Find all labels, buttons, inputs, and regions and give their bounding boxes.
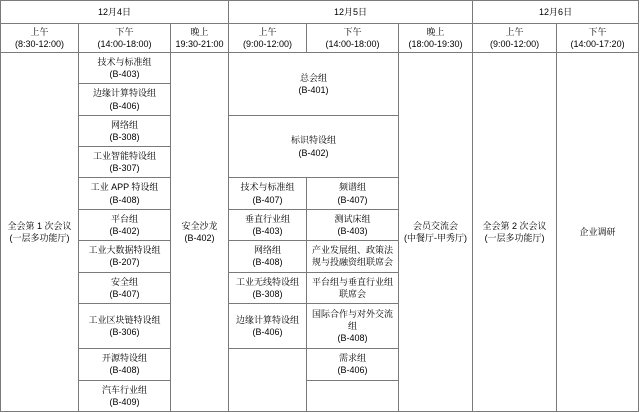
session-title: 企业调研 <box>579 226 616 237</box>
period-time: (9:00-12:00) <box>490 39 540 49</box>
group-cell-merged <box>229 115 399 178</box>
group-name: 技术与标准组 <box>97 57 152 68</box>
period-name: 上午 <box>30 26 49 37</box>
group-cell <box>79 349 171 380</box>
group-cell <box>79 84 171 115</box>
group-name: 边缘计算特设组 <box>92 88 156 99</box>
body-row-1 <box>1 53 639 84</box>
group-cell <box>229 303 307 348</box>
group-room: (B-403) <box>252 225 283 236</box>
group-name: 安全组 <box>110 276 138 287</box>
period-time: (9:00-12:00) <box>243 39 293 49</box>
session-dec4-plenary-1 <box>1 53 79 412</box>
group-room: (B-402) <box>109 225 140 236</box>
group-name: 标识特设组 <box>291 135 337 146</box>
period-dec4-evening <box>171 24 229 53</box>
group-room: (B-407) <box>337 194 368 205</box>
period-name: 晚上 <box>426 26 445 37</box>
period-dec5-morning <box>229 24 307 53</box>
session-dec4-salon <box>171 53 229 412</box>
group-room: (B-409) <box>109 396 140 407</box>
session-dec6-survey <box>557 53 639 412</box>
day-header-row <box>1 1 639 24</box>
session-title: 会员交流会 <box>413 220 459 231</box>
group-cell <box>229 272 307 303</box>
day-header-dec5: 12月5日 <box>229 1 473 24</box>
group-room: (B-408) <box>109 365 140 376</box>
group-name: 工业区块链特设组 <box>88 314 161 325</box>
group-room: (B-408) <box>252 257 283 268</box>
group-room: (B-406) <box>109 100 140 111</box>
group-room: (B-307) <box>109 163 140 174</box>
group-cell <box>79 178 171 209</box>
group-room: (B-402) <box>298 147 329 158</box>
group-name: 工业智能特设组 <box>92 151 156 162</box>
group-cell <box>307 349 399 380</box>
group-cell <box>79 115 171 146</box>
period-time: (18:00-19:30) <box>408 39 463 49</box>
period-time: (14:00-18:00) <box>325 39 380 49</box>
group-name: 边缘计算特设组 <box>236 314 300 325</box>
group-room: (B-207) <box>109 257 140 268</box>
period-dec4-morning <box>1 24 79 53</box>
group-room: (B-403) <box>337 225 368 236</box>
session-room: (一层多功能厅) <box>9 233 70 243</box>
group-name: 网络组 <box>254 245 282 256</box>
group-name: 网络组 <box>110 119 138 130</box>
group-room: (B-306) <box>109 327 140 338</box>
period-name: 下午 <box>115 26 134 37</box>
group-cell <box>307 303 399 348</box>
group-cell-merged <box>229 53 399 116</box>
period-name: 下午 <box>588 26 607 37</box>
group-cell <box>79 241 171 272</box>
group-cell <box>79 303 171 348</box>
group-name: 开源特设组 <box>101 353 147 364</box>
group-cell <box>79 53 171 84</box>
group-cell <box>307 209 399 240</box>
group-cell-empty <box>229 349 307 412</box>
group-name: 产业发展组、政策法规与投融资组联席会 <box>312 245 394 268</box>
group-cell <box>307 272 399 303</box>
group-name: 工业 APP 特设组 <box>90 182 159 193</box>
group-name: 工业大数据特设组 <box>88 245 161 256</box>
group-cell <box>79 272 171 303</box>
group-room: (B-406) <box>252 327 283 338</box>
session-room: (B-402) <box>184 233 215 243</box>
session-title: 全会第 2 次会议 <box>482 220 547 231</box>
period-name: 上午 <box>505 26 524 37</box>
period-dec6-morning <box>473 24 557 53</box>
group-room: (B-403) <box>109 69 140 80</box>
session-title: 安全沙龙 <box>181 220 218 231</box>
group-cell <box>307 241 399 272</box>
group-name: 国际合作与对外交流组 <box>312 308 394 331</box>
group-cell <box>79 147 171 178</box>
day-header-dec4: 12月4日 <box>1 1 229 24</box>
session-title: 全会第 1 次会议 <box>7 220 72 231</box>
period-dec6-afternoon <box>557 24 639 53</box>
period-name: 上午 <box>258 26 277 37</box>
group-name: 总会组 <box>300 72 328 83</box>
group-room: (B-401) <box>298 84 329 95</box>
group-room: (B-407) <box>252 194 283 205</box>
group-name: 需求组 <box>339 353 367 364</box>
group-room: (B-408) <box>337 333 368 344</box>
period-dec4-afternoon <box>79 24 171 53</box>
session-room: (一层多功能厅) <box>484 233 545 243</box>
period-dec5-evening <box>399 24 473 53</box>
group-room: (B-308) <box>109 131 140 142</box>
group-name: 平台组 <box>110 213 138 224</box>
group-cell <box>229 178 307 209</box>
group-name: 频谱组 <box>339 182 367 193</box>
period-name: 下午 <box>343 26 362 37</box>
session-room: (中餐厅-甲秀厅) <box>404 233 468 243</box>
period-header-row <box>1 24 639 53</box>
group-cell <box>79 380 171 411</box>
group-cell <box>229 241 307 272</box>
group-cell <box>79 209 171 240</box>
session-dec6-plenary-2 <box>473 53 557 412</box>
group-room: (B-406) <box>337 365 368 376</box>
group-room: (B-308) <box>252 288 283 299</box>
group-room: (B-407) <box>109 288 140 299</box>
group-room: (B-408) <box>109 194 140 205</box>
period-time: (14:00-18:00) <box>97 39 152 49</box>
period-dec5-afternoon <box>307 24 399 53</box>
group-name: 测试床组 <box>334 213 371 224</box>
group-name: 工业无线特设组 <box>236 276 300 287</box>
period-time: 19:30-21:00 <box>175 39 224 49</box>
group-cell-empty <box>307 380 399 411</box>
group-cell <box>229 209 307 240</box>
period-time: (8:30-12:00) <box>14 39 65 49</box>
group-cell <box>307 178 399 209</box>
group-name: 平台组与垂直行业组联席会 <box>312 276 394 299</box>
day-header-dec6: 12月6日 <box>473 1 639 24</box>
group-name: 垂直行业组 <box>245 213 291 224</box>
group-name: 技术与标准组 <box>240 182 295 193</box>
period-name: 晚上 <box>190 26 209 37</box>
session-dec5-member-exchange <box>399 53 473 412</box>
group-name: 汽车行业组 <box>101 384 147 395</box>
period-time: (14:00-17:20) <box>570 39 625 49</box>
